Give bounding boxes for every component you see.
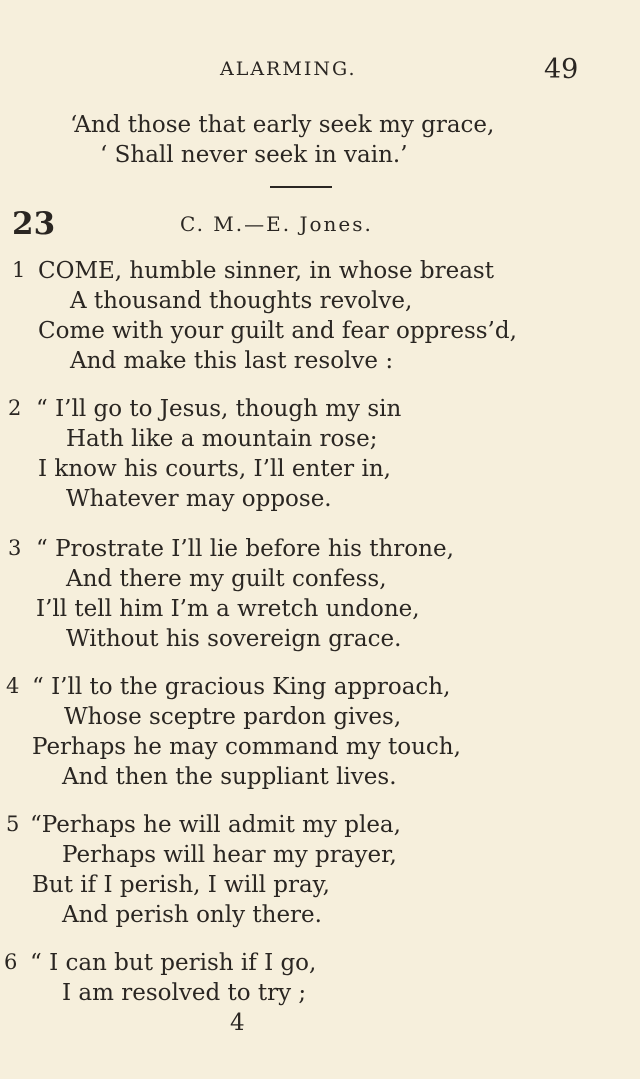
verse-line: Whose sceptre pardon gives, <box>64 704 402 730</box>
verse-line: “ I’ll to the gracious King approach, <box>32 674 451 700</box>
verse-line: “ Prostrate I’ll lie before his throne, <box>36 536 454 562</box>
verse-line: “ I’ll go to Jesus, though my sin <box>36 396 402 422</box>
running-header <box>0 54 640 86</box>
verse-line: I am resolved to try ; <box>62 980 307 1006</box>
section-title: ALARMING. <box>220 58 357 80</box>
verse-number: 2 <box>8 396 22 420</box>
verse-line: Perhaps will hear my prayer, <box>62 842 397 868</box>
verse-line: But if I perish, I will pray, <box>32 872 330 898</box>
verse-line: A thousand thoughts revolve, <box>70 288 413 314</box>
verse-number: 3 <box>8 536 22 560</box>
verse-line: And then the suppliant lives. <box>62 764 397 790</box>
verse-line: Come with your guilt and fear oppress’d, <box>38 318 517 344</box>
verse-number: 4 <box>6 674 20 698</box>
verse-line: And perish only there. <box>62 902 322 928</box>
signature-mark: 4 <box>230 1010 245 1036</box>
hymn-meter-author: C. M.—E. Jones. <box>180 212 373 236</box>
verse-line: Whatever may oppose. <box>66 486 332 512</box>
verse-line: “Perhaps he will admit my plea, <box>30 812 401 838</box>
section-divider <box>270 186 332 188</box>
verse-line: And there my guilt confess, <box>66 566 387 592</box>
hymn-number: 23 <box>12 206 56 242</box>
verse-line: COME, humble sinner, in whose breast <box>38 258 494 284</box>
verse-number: 1 <box>12 258 26 282</box>
verse-line: Hath like a mountain rose; <box>66 426 378 452</box>
verse-line: “ I can but perish if I go, <box>30 950 317 976</box>
page-number: 49 <box>544 54 579 85</box>
verse-line: Without his sovereign grace. <box>66 626 402 652</box>
verse-line: Perhaps he may command my touch, <box>32 734 461 760</box>
verse-number: 5 <box>6 812 20 836</box>
verse-line: I know his courts, I’ll enter in, <box>38 456 391 482</box>
previous-hymn-line: ‘And those that early seek my grace, <box>70 112 495 138</box>
verse-number: 6 <box>4 950 18 974</box>
previous-hymn-line: ‘ Shall never seek in vain.’ <box>100 142 408 168</box>
verse-line: And make this last resolve : <box>70 348 394 374</box>
verse-line: I’ll tell him I’m a wretch undone, <box>36 596 420 622</box>
